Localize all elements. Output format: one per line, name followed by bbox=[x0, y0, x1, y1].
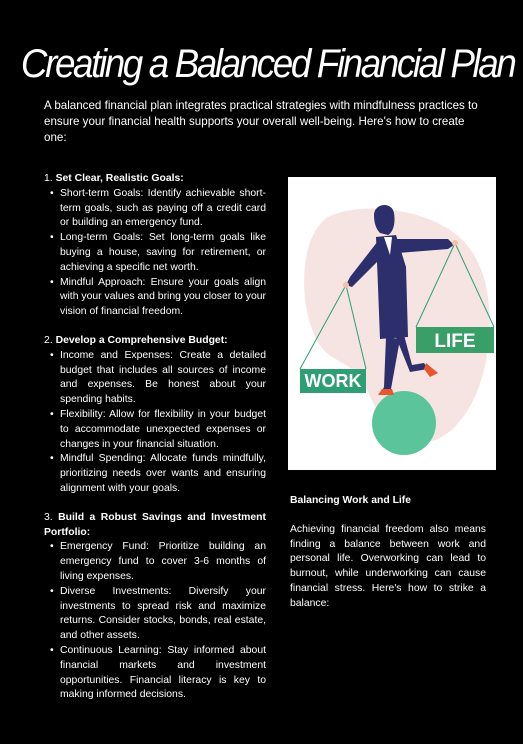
balance-ball bbox=[372, 391, 436, 455]
section-number: 2. bbox=[44, 334, 53, 346]
section-number: 3. bbox=[44, 511, 53, 523]
life-label: LIFE bbox=[434, 331, 476, 352]
list-item: • Mindful Approach: Ensure your goals align with your values and bring you closer to your vision of financial freedom. bbox=[60, 276, 266, 320]
figure-hand bbox=[343, 282, 349, 288]
balance-scale-drawing bbox=[288, 177, 496, 470]
section-heading bbox=[44, 172, 266, 187]
bullet-list bbox=[44, 349, 266, 497]
list-item: • Emergency Fund: Prioritize building an emergency fund to cover 3-6 months of living expenses. bbox=[60, 540, 266, 584]
right-heading: Balancing Work and Life bbox=[290, 495, 412, 506]
section-number: 1. bbox=[44, 173, 53, 184]
right-paragraph: Achieving financial freedom also means finding a balance between work and personal life. Overworking can lead to burnout, while underworking can cause financial stress. Here's how to strike a balance: bbox=[290, 523, 486, 609]
work-life-balance-illustration bbox=[288, 177, 496, 470]
section-budget bbox=[44, 334, 266, 497]
list-item: • Long-term Goals: Set long-term goals like buying a house, saving for retirement, or achieving a specific net worth. bbox=[60, 231, 266, 275]
section-heading bbox=[44, 334, 266, 349]
section-title: Build a Robust Savings and Investment Portfolio: bbox=[44, 511, 266, 538]
list-item: • Income and Expenses: Create a detailed budget that includes all sources of income and expenses. Be honest about your spending habits. bbox=[60, 349, 266, 408]
list-item: • Short-term Goals: Identify achievable short-term goals, such as paying off a credit card or building an emergency fund. bbox=[60, 187, 266, 231]
list-item: • Diverse Investments: Diversify your investments to spread risk and maximize returns. Consider stocks, bonds, real estate, and other assets. bbox=[60, 585, 266, 644]
work-label: WORK bbox=[304, 371, 362, 391]
section-goals bbox=[44, 172, 266, 320]
section-heading bbox=[44, 511, 266, 541]
bullet-list bbox=[44, 187, 266, 320]
list-item: • Mindful Spending: Allocate funds mindfully, prioritizing needs over wants and ensuring alignment with your goals. bbox=[60, 452, 266, 496]
bullet-list bbox=[44, 540, 266, 703]
intro-paragraph: A balanced financial plan integrates practical strategies with mindfulness practices to ensure your financial health supports your overall well-being. Here's how to create one: bbox=[44, 99, 478, 144]
page-title: Creating a Balanced Financial Plan bbox=[20, 42, 515, 86]
list-item: • Continuous Learning: Stay informed about financial markets and investment opportunities. Financial literacy is key to making informed decisions. bbox=[60, 644, 266, 703]
right-column bbox=[290, 494, 486, 612]
left-column bbox=[44, 172, 266, 717]
list-item: • Flexibility: Allow for flexibility in your budget to accommodate unexpected expenses or changes in your financial situation. bbox=[60, 408, 266, 452]
section-title: Develop a Comprehensive Budget: bbox=[55, 334, 228, 346]
section-title: Set Clear, Realistic Goals: bbox=[55, 173, 184, 184]
section-savings bbox=[44, 511, 266, 703]
figure-hand bbox=[452, 240, 458, 246]
